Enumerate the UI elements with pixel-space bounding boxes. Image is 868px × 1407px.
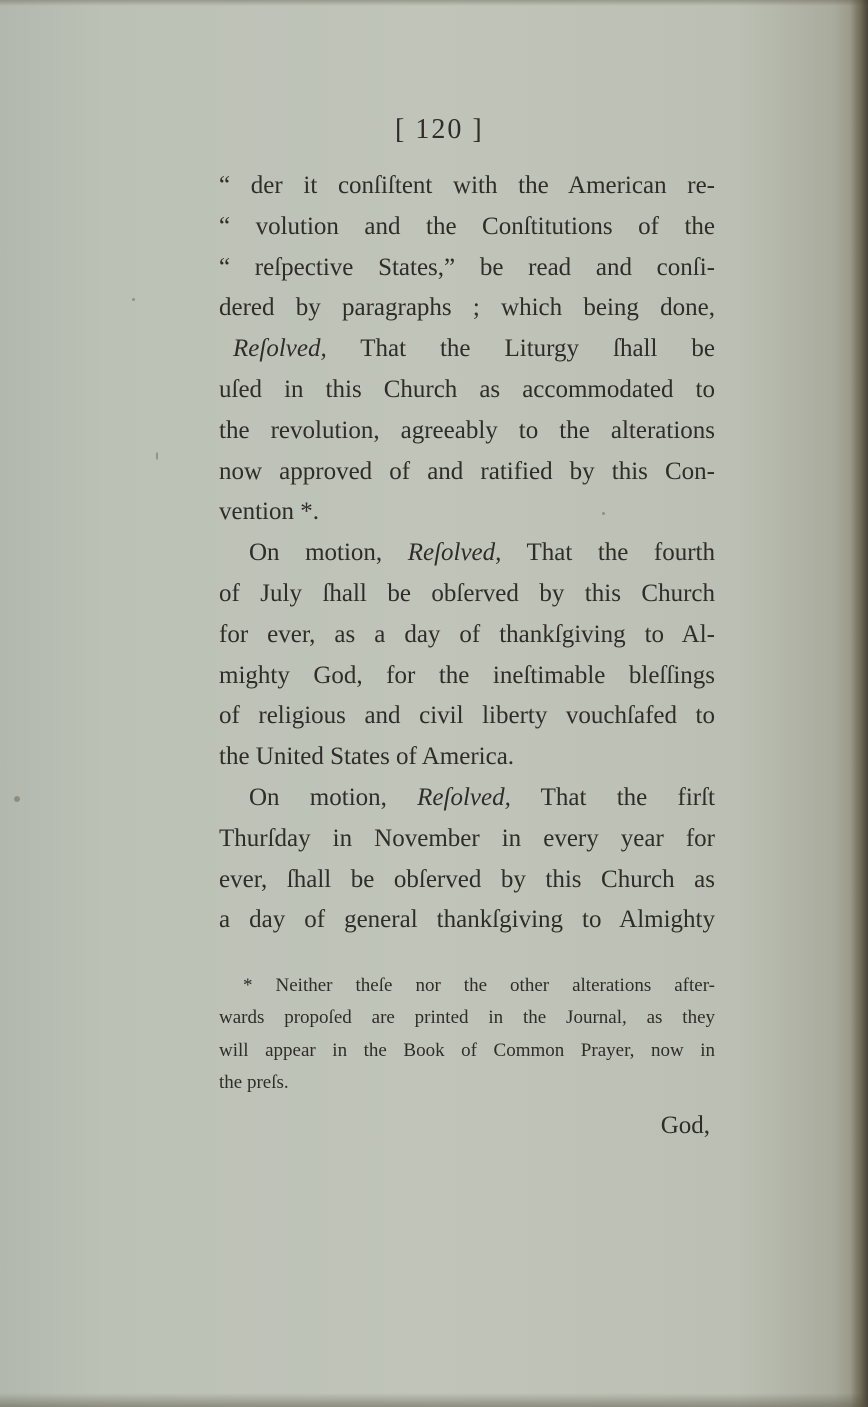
catchword: God,	[660, 1112, 710, 1139]
paper-speck	[602, 512, 605, 515]
text-line: now approved of and ratified by this Con-	[219, 457, 715, 485]
text-line: dered by paragraphs ; which being done,	[219, 294, 715, 322]
text-line: mighty God, for the ineſtimable bleſſings	[219, 661, 715, 689]
text-line: ever, ſhall be obſerved by this Church as	[219, 865, 715, 893]
text-line	[219, 533, 715, 574]
italic-resolved: Reſolved,	[417, 783, 511, 811]
paper-speck	[132, 298, 135, 301]
text-segment: On motion,	[249, 783, 418, 811]
text-line: “ der it conſiſtent with the American re-	[219, 172, 715, 199]
text-line: a day of general thankſgiving to Almighty	[219, 906, 715, 934]
page-bottom-edge	[0, 1393, 868, 1407]
text-segment: On motion,	[249, 539, 408, 567]
text-line: of religious and civil liberty vouchſafed to	[219, 702, 715, 730]
page-top-shadow	[0, 0, 868, 6]
page-number: [ 120 ]	[395, 114, 484, 145]
footnote-line: the preſs.	[219, 1072, 289, 1094]
paper-speck	[14, 796, 20, 802]
paper-speck	[156, 452, 158, 460]
text-segment: That the fourth	[501, 539, 715, 567]
text-line: “ reſpective States,” be read and conſi-	[219, 253, 715, 281]
footnote-line: wards propoſed are printed in the Journal, as they	[219, 1007, 715, 1029]
body-text	[219, 166, 715, 941]
text-line: the United States of America.	[219, 743, 515, 771]
text-line	[219, 329, 715, 370]
text-line: uſed in this Church as accommodated to	[219, 375, 715, 403]
text-line: for ever, as a day of thankſgiving to Al-	[219, 620, 715, 648]
footnote-line: * Neither theſe nor the other alterations after-	[243, 975, 715, 996]
italic-resolved: Reſolved,	[233, 335, 327, 363]
text-line: vention *.	[219, 498, 319, 526]
text-line: the revolution, agreeably to the alterations	[219, 416, 715, 444]
text-line: “ volution and the Conſtitutions of the	[219, 212, 715, 240]
text-line: of July ſhall be obſerved by this Church	[219, 579, 715, 607]
footnote-line: will appear in the Book of Common Prayer, now in	[219, 1039, 715, 1061]
page-right-edge	[850, 0, 868, 1407]
text-line	[219, 778, 715, 819]
text-line: Thurſday in November in every year for	[219, 824, 715, 852]
italic-resolved: Reſolved,	[407, 539, 502, 567]
text-segment: That the Liturgy ſhall be	[326, 335, 715, 363]
footnote	[219, 970, 715, 1100]
text-segment: That the firſt	[510, 783, 715, 811]
